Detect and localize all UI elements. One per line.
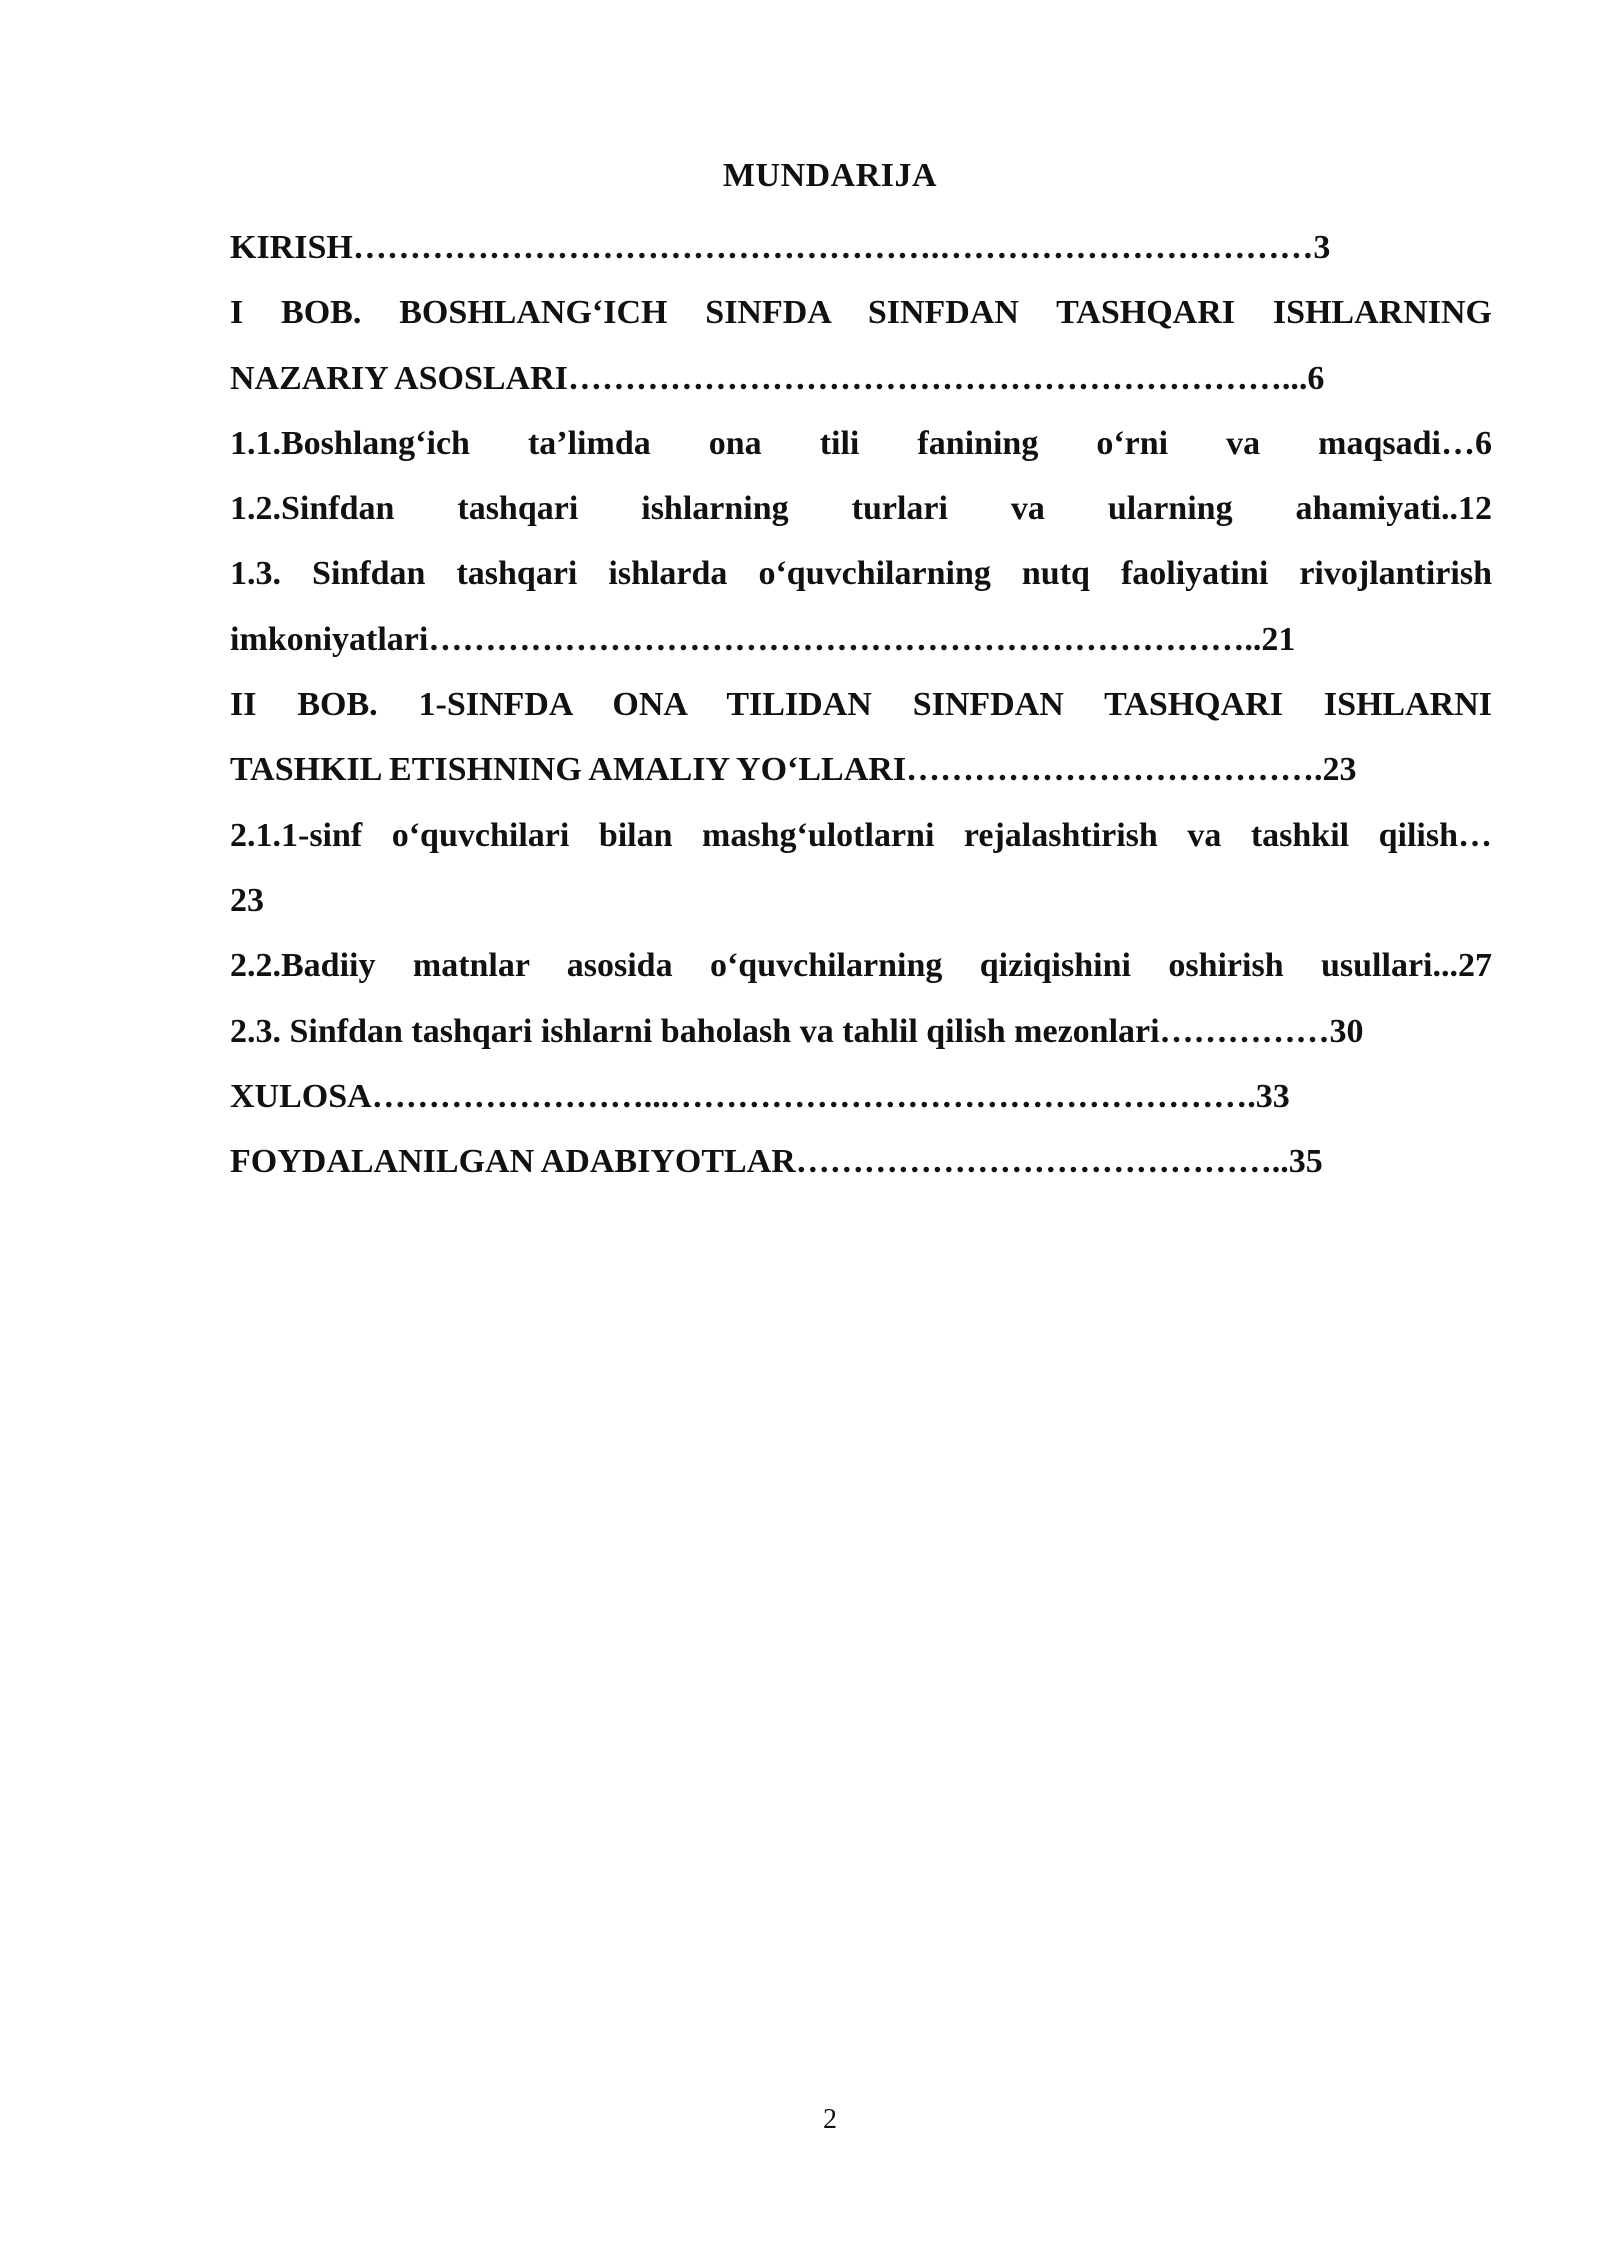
page-number: 2 (823, 2104, 837, 2135)
table-of-contents (230, 215, 1492, 1194)
toc-entry-chapter-2-title: II BOB. 1-SINFDA ONA TILIDAN SINFDAN TASHQARI ISHLARNI (230, 686, 1492, 724)
toc-entry-chapter-2-title-cont: TASHKIL ETISHNING AMALIY YO‘LLARI……………………………….23 (230, 751, 1357, 789)
toc-entry-xulosa: XULOSA……………………...…………………………………………….33 (230, 1077, 1290, 1115)
toc-entry-1-3-cont: imkoniyatlari………………………………………………………………..21 (230, 620, 1296, 658)
toc-entry-1-1: 1.1.Boshlang‘ich ta’limda ona tili fanining o‘rni va maqsadi…6 (230, 424, 1492, 462)
toc-entry-2-1: 2.1.1-sinf o‘quvchilari bilan mashg‘ulotlarni rejalashtirish va tashkil qilish… (230, 816, 1492, 854)
toc-entry-2-2: 2.2.Badiiy matnlar asosida o‘quvchilarning qiziqishini oshirish usullari...27 (230, 947, 1492, 985)
toc-entry-chapter-1-title: I BOB. BOSHLANG‘ICH SINFDA SINFDAN TASHQARI ISHLARNING (230, 294, 1492, 332)
toc-entry-2-1-page: 23 (230, 881, 264, 919)
toc-entry-1-3: 1.3. Sinfdan tashqari ishlarda o‘quvchilarning nutq faoliyatini rivojlantirish (230, 555, 1492, 593)
toc-title: MUNDARIJA (722, 157, 938, 194)
toc-entry-chapter-1-title-cont: NAZARIY ASOSLARI………………………………………………………...6 (230, 359, 1325, 397)
toc-entry-adabiyotlar: FOYDALANILGAN ADABIYOTLAR……………………………………..35 (230, 1143, 1323, 1181)
toc-entry-2-3: 2.3. Sinfdan tashqari ishlarni baholash va tahlil qilish mezonlari……………30 (230, 1012, 1364, 1050)
toc-entry-1-2: 1.2.Sinfdan tashqari ishlarning turlari va ularning ahamiyati..12 (230, 490, 1492, 528)
toc-entry-kirish: KIRISH…………………………………………….……………………………3 (230, 229, 1331, 266)
